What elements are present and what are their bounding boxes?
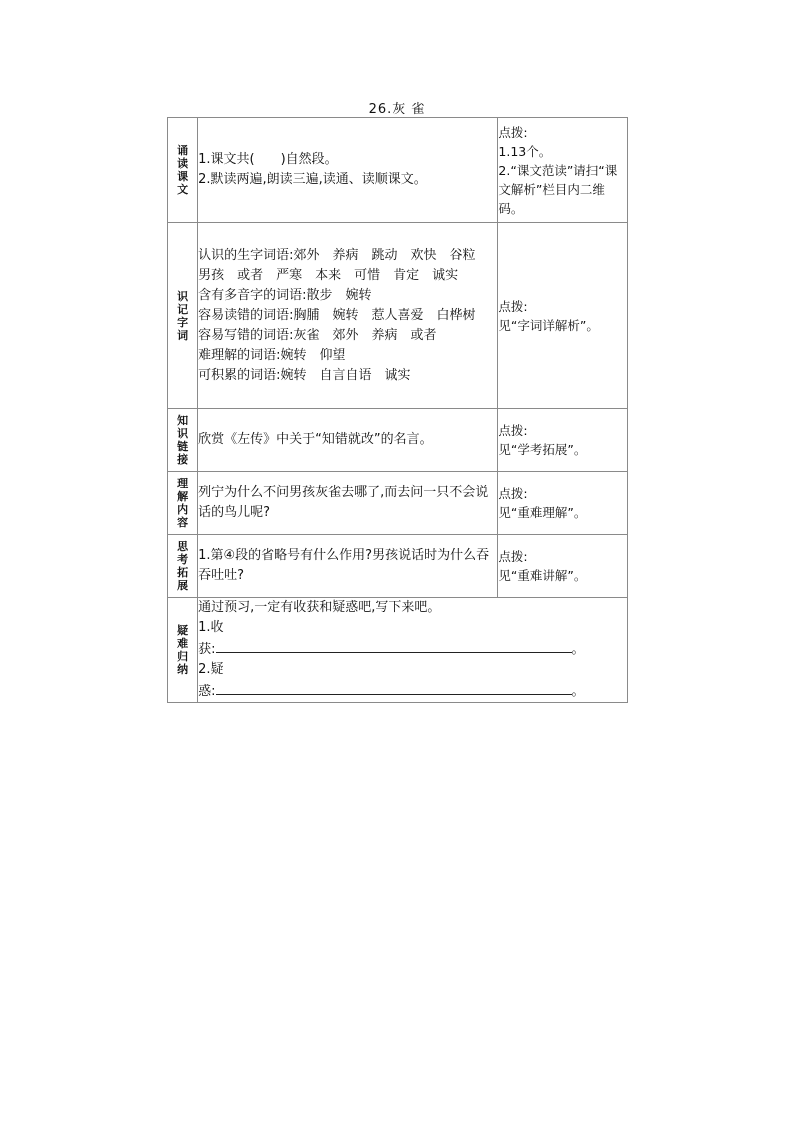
content-line: 2.疑	[198, 662, 224, 677]
hint-line: 见“学考拓展”。	[498, 442, 587, 457]
row-label-text: 知 识 链 接	[177, 414, 189, 466]
hint-line: 点拨:	[498, 298, 528, 314]
row-label	[168, 598, 198, 703]
gain-blank[interactable]	[216, 638, 572, 653]
doubt-blank[interactable]	[216, 680, 572, 695]
row-content	[198, 535, 498, 598]
lesson-title: 26.灰 雀	[368, 102, 426, 117]
end-mark: 。	[571, 642, 585, 657]
doubt-label: 惑:	[198, 684, 216, 699]
hint-line: 见“重难讲解”。	[498, 568, 587, 583]
row-label-text: 识 记 字 词	[177, 289, 189, 342]
row-label	[168, 118, 198, 223]
row-label	[168, 535, 198, 598]
doubt-answer-line	[198, 680, 627, 702]
row-content-wide	[198, 598, 628, 703]
row-label-text: 诵 读 课 文	[177, 144, 189, 196]
content-line: 可积累的词语:婉转 自言自语 诚实	[198, 367, 411, 383]
end-mark: 。	[571, 684, 585, 699]
hint-line: 点拨:	[498, 423, 528, 438]
content-line: 含有多音字的词语:散步 婉转	[198, 287, 372, 303]
row-hint	[498, 223, 628, 409]
row-label-text: 思 考 拓 展	[177, 540, 189, 592]
content-line: 容易写错的词语:灰雀 郊外 养病 或者	[198, 327, 437, 343]
gain-label: 获:	[198, 642, 216, 657]
content-line: 1.收	[198, 620, 224, 635]
row-content	[198, 472, 498, 535]
hint-line: 2.“课文范读”请扫“课文解析”栏目内二维码。	[498, 162, 618, 216]
hint-line: 1.13个。	[498, 143, 552, 159]
table-row	[168, 535, 628, 598]
hint-line: 点拨:	[498, 549, 528, 564]
hint-line: 点拨:	[498, 124, 528, 140]
row-label-text: 理 解 内 容	[177, 477, 189, 529]
table-row	[168, 118, 628, 223]
content-line: 容易读错的词语:胸脯 婉转 惹人喜爱 白桦树	[198, 307, 476, 323]
content-line: 1.第④段的省略号有什么作用?男孩说话时为什么吞吞吐吐?	[198, 548, 490, 583]
row-hint	[498, 472, 628, 535]
row-content	[198, 409, 498, 472]
hint-line: 见“字词详解析”。	[498, 317, 599, 333]
row-content	[198, 118, 498, 223]
row-label	[168, 409, 198, 472]
gain-answer-line	[198, 638, 627, 660]
table-row	[168, 472, 628, 535]
table-row	[168, 598, 628, 703]
preview-table	[167, 117, 628, 703]
row-hint	[498, 535, 628, 598]
row-label	[168, 223, 198, 409]
content-line: 通过预习,一定有收获和疑惑吧,写下来吧。	[198, 600, 441, 615]
content-line: 1.课文共( )自然段。	[198, 152, 338, 167]
row-label-text: 疑 难 归 纳	[177, 624, 189, 676]
row-content	[198, 223, 498, 409]
row-hint	[498, 118, 628, 223]
row-label	[168, 472, 198, 535]
row-hint	[498, 409, 628, 472]
content-line: 欣赏《左传》中关于“知错就改”的名言。	[198, 432, 433, 447]
content-line: 列宁为什么不问男孩灰雀去哪了,而去问一只不会说话的鸟儿呢?	[198, 485, 489, 520]
content-line: 难理解的词语:婉转 仰望	[198, 347, 346, 363]
content-line: 2.默读两遍,朗读三遍,读通、读顺课文。	[198, 172, 427, 187]
content-line: 认识的生字词语:郊外 养病 跳动 欢快 谷粒 男孩 或者 严寒 本来 可惜 肯定 诚实	[198, 247, 489, 283]
table-row	[168, 409, 628, 472]
table-row	[168, 223, 628, 409]
hint-line: 见“重难理解”。	[498, 505, 587, 520]
hint-line: 点拨:	[498, 486, 528, 501]
